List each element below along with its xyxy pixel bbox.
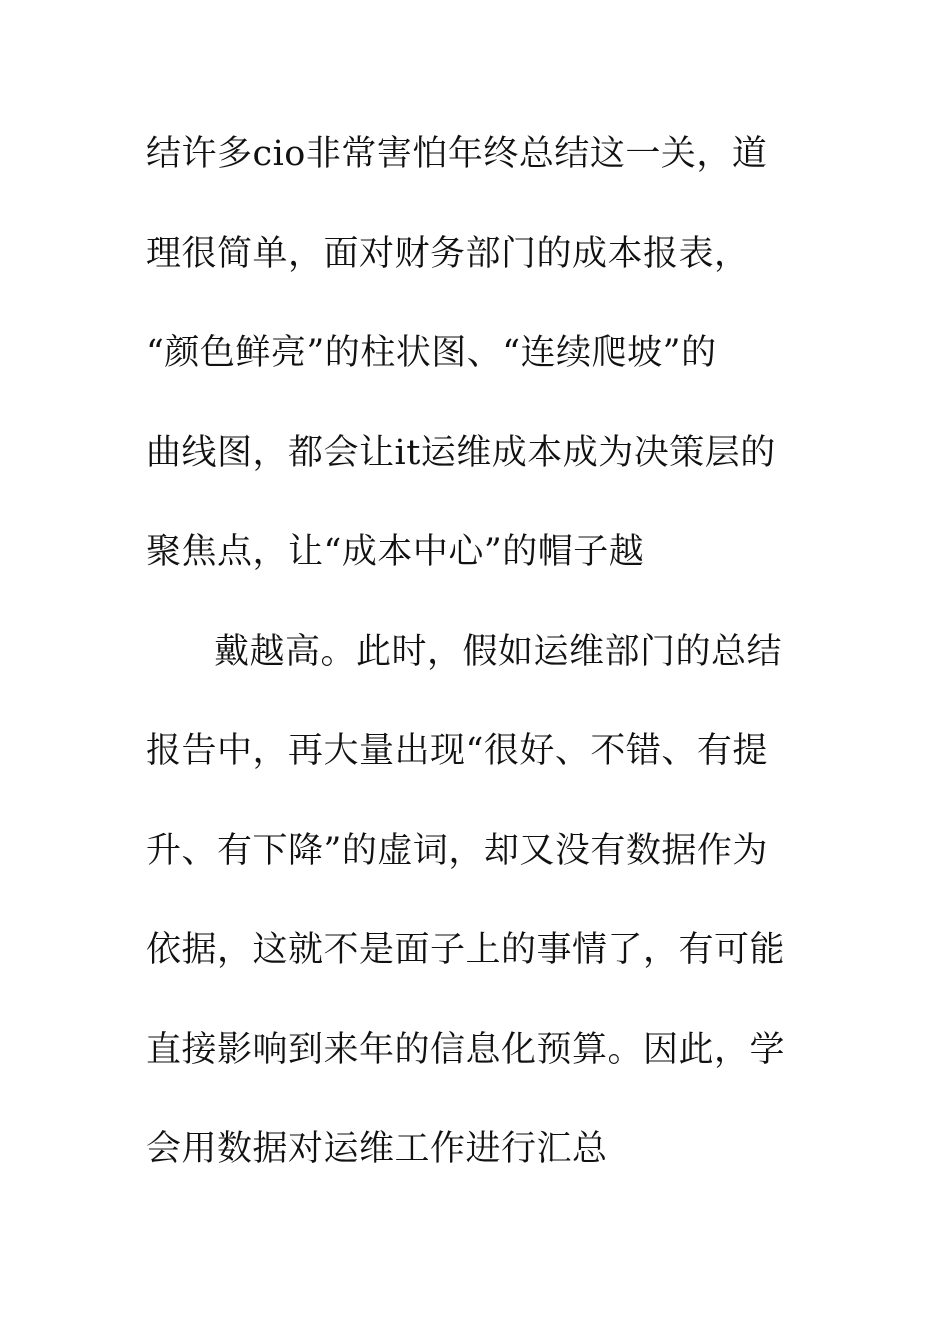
text-line: 报告中，再大量出现“很好、不错、有提 [146, 731, 768, 771]
text-line: 聚焦点，让“成本中心”的帽子越 [146, 532, 645, 572]
text-line: 升、有下降”的虚词，却又没有数据作为 [146, 830, 768, 871]
text-line: 依据，这就不是面子上的事情了，有可能 [146, 930, 786, 970]
text-line: 理很简单，面对财务部门的成本报表， [146, 233, 750, 274]
body-text [146, 126, 826, 1221]
text-line: 直接影响到来年的信息化预算。因此，学 [146, 1029, 786, 1070]
text-line: “颜色鲜亮”的柱状图、“连续爬坡”的 [146, 333, 717, 373]
paragraph-start-line: 戴越高。此时，假如运维部门的总结 [214, 631, 783, 672]
text-line: 会用数据对运维工作进行汇总 [146, 1129, 608, 1169]
text-line: 结许多cio非常害怕年终总结这一关，道 [146, 134, 768, 174]
text-line: 曲线图，都会让it运维成本成为决策层的 [146, 432, 776, 473]
